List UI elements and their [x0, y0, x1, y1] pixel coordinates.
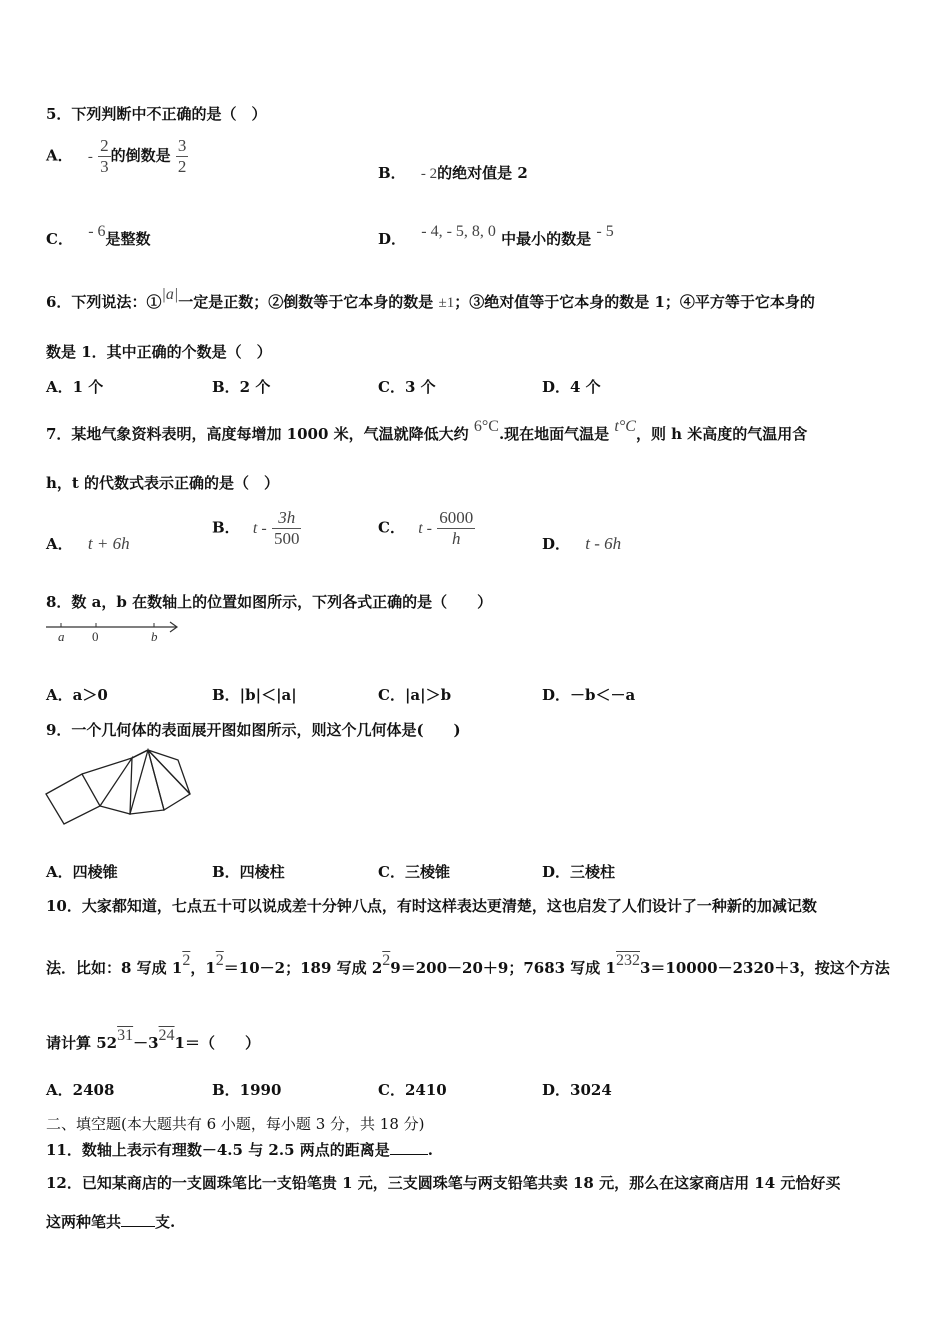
- label-b: b: [151, 629, 158, 644]
- text: 这两种笔共: [46, 1213, 122, 1231]
- q7-option-a: [46, 533, 130, 554]
- text: ＝10－2；189 写成 2: [223, 959, 383, 977]
- text: .: [427, 1141, 433, 1159]
- text: 法．比如：8 写成 1: [46, 959, 183, 977]
- numerator: 3: [177, 136, 187, 155]
- text: 一定是正数；②倒数等于它本身的数是: [178, 293, 434, 311]
- number-line-figure: [44, 618, 184, 646]
- text: 6．下列说法：①: [46, 293, 162, 311]
- q8-stem: 8．数 a，b 在数轴上的位置如图所示，下列各式正确的是（ ）: [46, 593, 493, 611]
- q6-option-c: C．3 个: [378, 378, 436, 396]
- q10-option-c: C．2410: [378, 1081, 447, 1099]
- option-text: 的绝对值是 2: [437, 164, 528, 182]
- q6-stem-line2: 数是 1．其中正确的个数是（ ）: [46, 343, 272, 361]
- q10-stem-line2: [46, 952, 890, 978]
- q12-stem-line1: 12．已知某商店的一支圆珠笔比一支铅笔贵 1 元，三支圆珠笔与两支铅笔共卖 18 元，那么在这家商店用 14 元恰好买: [46, 1174, 841, 1192]
- option-label: A．: [46, 535, 73, 553]
- neg-sign: -: [87, 148, 93, 165]
- text: 支.: [155, 1213, 176, 1231]
- q10-option-d: D．3024: [542, 1081, 612, 1099]
- q9-option-c: C．三棱锥: [378, 863, 450, 881]
- text: 11．数轴上表示有理数－4.5 与 2.5 两点的距离是: [46, 1141, 390, 1159]
- q6-stem-line1: [46, 286, 815, 312]
- math-expr: 6°C: [473, 418, 499, 435]
- option-text: 是整数: [105, 230, 151, 248]
- text: －3: [133, 1034, 159, 1052]
- q11-stem: [46, 1139, 433, 1160]
- math-expr: t°C: [614, 418, 636, 435]
- overline-digit: 2: [382, 952, 391, 969]
- text: 1＝（ ）: [174, 1034, 260, 1052]
- overline-digit: 2: [215, 952, 224, 969]
- q5-stem: 5．下列判断中不正确的是（ ）: [46, 105, 267, 123]
- math-expr: - 4, - 5, 8, 0: [421, 223, 496, 240]
- denominator: 3: [100, 157, 109, 176]
- math-expr: t -: [252, 519, 267, 537]
- text: 请计算 52: [46, 1034, 118, 1052]
- q9-stem: 9．一个几何体的表面展开图如图所示，则这个几何体是( ): [46, 721, 461, 739]
- option-label: C．: [46, 230, 73, 248]
- net-square: [46, 774, 100, 824]
- label-a: a: [58, 629, 65, 644]
- math-expr: t -: [418, 519, 432, 537]
- option-label: B．: [378, 164, 406, 182]
- math-expr: |a|: [161, 286, 179, 303]
- q7-option-c: [378, 508, 475, 549]
- option-text: 的倒数是: [110, 146, 171, 165]
- q6-option-d: D．4 个: [542, 378, 601, 396]
- fraction: [272, 508, 302, 549]
- text: .现在地面气温是: [498, 425, 610, 443]
- math-expr: ±1: [438, 295, 455, 311]
- answer-blank[interactable]: [121, 1214, 155, 1227]
- answer-blank[interactable]: [390, 1142, 428, 1155]
- q5-option-c: [46, 223, 151, 249]
- numerator: 3h: [272, 508, 302, 529]
- q10-stem-line1: 10．大家都知道，七点五十可以说成差十分钟八点，有时这样表达更清楚，这也启发了人们设计了一种新的加减记数: [46, 897, 817, 915]
- text: 3＝10000－2320＋3，按这个方法: [639, 959, 890, 977]
- q5-option-b: [378, 162, 528, 183]
- net-triangle: [130, 750, 164, 814]
- fraction: [176, 136, 189, 177]
- q12-stem-line2: [46, 1211, 175, 1232]
- overline-digit: 31: [117, 1027, 134, 1044]
- q6-option-a: A．1 个: [46, 378, 104, 396]
- q10-option-a: A．2408: [46, 1081, 115, 1099]
- math-expr: t + 6h: [87, 534, 130, 553]
- net-edge: [82, 750, 148, 774]
- q9-option-d: D．三棱柱: [542, 863, 616, 881]
- q5-option-a: [46, 136, 188, 177]
- q10-stem-line3: [46, 1027, 260, 1053]
- fraction: [98, 136, 111, 177]
- text: ，1: [190, 959, 216, 977]
- option-label: A．: [46, 146, 73, 165]
- q5-option-d: [378, 223, 614, 249]
- q8-option-c: C．|a|＞b: [378, 686, 452, 704]
- q7-option-d: [542, 533, 621, 554]
- net-figure: [40, 748, 200, 830]
- option-label: D．: [378, 230, 407, 248]
- denominator: 500: [273, 529, 300, 548]
- label-0: 0: [92, 629, 99, 644]
- math-expr: - 6: [88, 223, 106, 240]
- math-expr: - 2: [420, 166, 438, 182]
- fraction: [437, 508, 475, 549]
- denominator: 2: [177, 157, 187, 176]
- q8-option-b: B．|b|＜|a|: [212, 686, 297, 704]
- q6-option-b: B．2 个: [212, 378, 271, 396]
- text: 7．某地气象资料表明，高度每增加 1000 米，气温就降低大约: [46, 425, 469, 443]
- net-triangle: [148, 750, 190, 810]
- q9-option-b: B．四棱柱: [212, 863, 285, 881]
- math-expr: - 5: [596, 223, 614, 240]
- overline-digit: 24: [158, 1027, 175, 1044]
- q7-stem-line2: h，t 的代数式表示正确的是（ ）: [46, 474, 280, 492]
- numerator: 2: [100, 136, 109, 155]
- option-text: 中最小的数是: [501, 230, 592, 248]
- q8-option-a: A．a＞0: [46, 686, 108, 704]
- q10-option-b: B．1990: [212, 1081, 282, 1099]
- option-label: D．: [542, 535, 571, 553]
- text: ；③绝对值等于它本身的数是 1；④平方等于它本身的: [454, 293, 815, 311]
- numerator: 6000: [439, 508, 474, 527]
- text: 9＝200－20＋9；7683 写成 1: [390, 959, 616, 977]
- q7-option-b: [212, 508, 301, 549]
- section-heading: 二、填空题(本大题共有 6 小题，每小题 3 分，共 18 分): [46, 1115, 425, 1133]
- math-expr: t - 6h: [585, 534, 622, 553]
- q8-option-d: D．－b＜－a: [542, 686, 636, 704]
- text: ，则 h 米高度的气温用含: [635, 425, 808, 443]
- denominator: h: [451, 529, 461, 548]
- option-label: C．: [378, 518, 405, 537]
- q7-stem-line1: [46, 418, 808, 444]
- option-label: B．: [212, 518, 240, 537]
- q9-option-a: A．四棱锥: [46, 863, 118, 881]
- overline-digit: 2: [182, 952, 191, 969]
- overline-digit: 232: [615, 952, 640, 969]
